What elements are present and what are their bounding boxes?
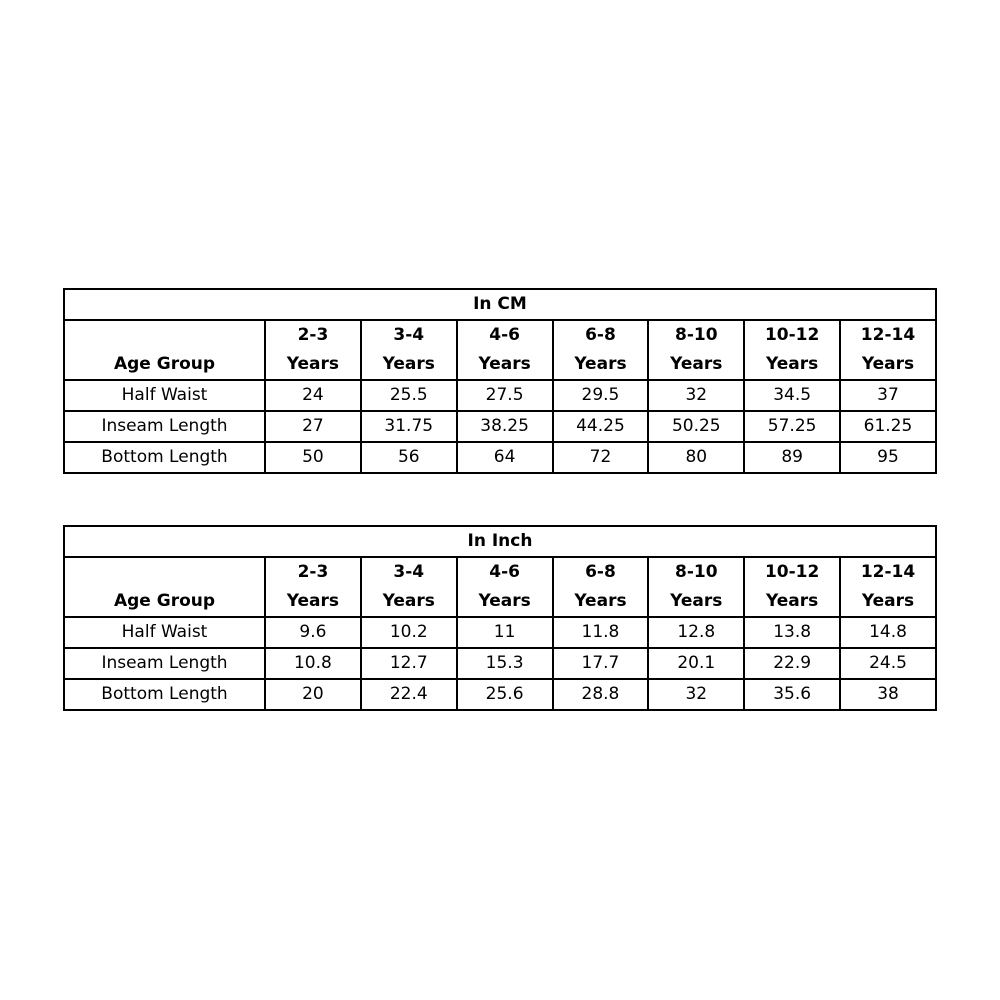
age-group-column-header — [265, 557, 361, 617]
age-unit: Years — [478, 591, 531, 611]
table-cell: 9.6 — [265, 617, 361, 648]
table-cell: 95 — [840, 442, 936, 473]
table-cell: 14.8 — [840, 617, 936, 648]
age-unit: Years — [861, 354, 915, 374]
age-group-column-header — [648, 320, 744, 380]
row-label: Half Waist — [64, 380, 265, 411]
age-unit: Years — [478, 354, 531, 374]
age-unit: Years — [286, 354, 340, 374]
table-cell: 44.25 — [553, 411, 649, 442]
age-group-header: Age Group — [64, 320, 265, 380]
table-cell: 22.4 — [361, 679, 457, 710]
age-group-column-header — [648, 557, 744, 617]
table-cell: 34.5 — [744, 380, 840, 411]
table-cell: 10.8 — [265, 648, 361, 679]
age-range: 3-4 — [393, 325, 425, 345]
age-range: 8-10 — [675, 562, 718, 582]
age-group-column-header — [744, 557, 840, 617]
row-label: Half Waist — [64, 617, 265, 648]
age-unit: Years — [574, 354, 627, 374]
row-label: Bottom Length — [64, 442, 265, 473]
table-title-row — [64, 289, 936, 320]
age-range: 6-8 — [585, 325, 616, 345]
age-range: 10-12 — [764, 325, 820, 345]
age-range: 10-12 — [764, 562, 820, 582]
table-cell: 12.8 — [648, 617, 744, 648]
table-cell: 20 — [265, 679, 361, 710]
age-range: 3-4 — [393, 562, 425, 582]
table-title: In Inch — [64, 526, 936, 557]
age-group-column-header — [457, 320, 553, 380]
age-range: 12-14 — [860, 562, 916, 582]
row-label: Bottom Length — [64, 679, 265, 710]
table-cell: 25.6 — [457, 679, 553, 710]
table-cell: 31.75 — [361, 411, 457, 442]
age-range: 4-6 — [489, 325, 520, 345]
age-group-column-header — [840, 320, 936, 380]
table-cell: 27 — [265, 411, 361, 442]
age-unit: Years — [670, 591, 723, 611]
age-unit: Years — [574, 591, 627, 611]
table-cell: 37 — [840, 380, 936, 411]
age-group-column-header — [361, 557, 457, 617]
age-range: 12-14 — [860, 325, 916, 345]
table-cell: 22.9 — [744, 648, 840, 679]
age-group-column-header — [553, 557, 649, 617]
age-group-column-header — [361, 320, 457, 380]
table-cell: 56 — [361, 442, 457, 473]
table-cell: 12.7 — [361, 648, 457, 679]
table-cell: 32 — [648, 380, 744, 411]
table-cell: 13.8 — [744, 617, 840, 648]
age-unit: Years — [766, 591, 819, 611]
table-cell: 20.1 — [648, 648, 744, 679]
table-cell: 24 — [265, 380, 361, 411]
age-unit: Years — [861, 591, 915, 611]
table-cell: 32 — [648, 679, 744, 710]
row-label: Inseam Length — [64, 648, 265, 679]
age-unit: Years — [670, 354, 723, 374]
table-title-row — [64, 526, 936, 557]
age-group-header: Age Group — [64, 557, 265, 617]
age-unit: Years — [382, 591, 435, 611]
table-cell: 11.8 — [553, 617, 649, 648]
table-cell: 38 — [840, 679, 936, 710]
age-unit: Years — [766, 354, 819, 374]
table-row — [64, 617, 936, 648]
table-cell: 10.2 — [361, 617, 457, 648]
table-row — [64, 380, 936, 411]
table-cell: 64 — [457, 442, 553, 473]
size-table-inch — [63, 525, 937, 711]
table-cell: 50 — [265, 442, 361, 473]
table-row — [64, 679, 936, 710]
table-title: In CM — [64, 289, 936, 320]
table-cell: 15.3 — [457, 648, 553, 679]
age-unit: Years — [286, 591, 340, 611]
table-cell: 29.5 — [553, 380, 649, 411]
age-group-column-header — [265, 320, 361, 380]
age-unit: Years — [382, 354, 435, 374]
age-range: 4-6 — [489, 562, 520, 582]
table-row — [64, 648, 936, 679]
table-cell: 25.5 — [361, 380, 457, 411]
table-row — [64, 442, 936, 473]
table-cell: 28.8 — [553, 679, 649, 710]
age-range: 2-3 — [297, 562, 329, 582]
age-group-column-header — [840, 557, 936, 617]
table-cell: 57.25 — [744, 411, 840, 442]
table-cell: 38.25 — [457, 411, 553, 442]
age-group-column-header — [457, 557, 553, 617]
table-cell: 11 — [457, 617, 553, 648]
table-cell: 80 — [648, 442, 744, 473]
table-cell: 35.6 — [744, 679, 840, 710]
table-cell: 24.5 — [840, 648, 936, 679]
table-row — [64, 411, 936, 442]
table-cell: 27.5 — [457, 380, 553, 411]
age-group-column-header — [744, 320, 840, 380]
row-label: Inseam Length — [64, 411, 265, 442]
age-range: 8-10 — [675, 325, 718, 345]
table-cell: 61.25 — [840, 411, 936, 442]
table-header-row — [64, 557, 936, 617]
table-cell: 89 — [744, 442, 840, 473]
table-cell: 72 — [553, 442, 649, 473]
age-group-column-header — [553, 320, 649, 380]
table-cell: 17.7 — [553, 648, 649, 679]
table-header-row — [64, 320, 936, 380]
table-cell: 50.25 — [648, 411, 744, 442]
age-range: 2-3 — [297, 325, 329, 345]
size-table-cm — [63, 288, 937, 474]
age-range: 6-8 — [585, 562, 616, 582]
